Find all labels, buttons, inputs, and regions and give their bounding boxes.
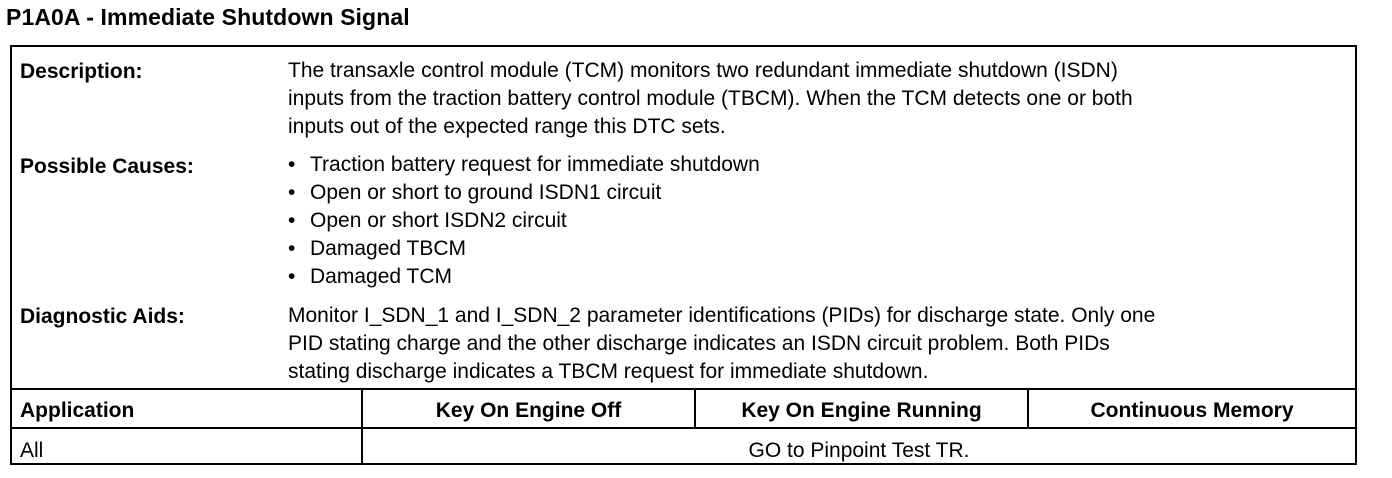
bullet-icon: • [288,237,296,260]
bullet-icon: • [288,265,296,288]
diagnostic-aids-line: Monitor I_SDN_1 and I_SDN_2 parameter identifications (PIDs) for discharge state. Only one [288,304,1156,327]
application-value: All [20,439,44,462]
description-label: Description: [20,60,143,83]
description-line: inputs from the traction battery control module (TBCM). When the TCM detects one or both [288,87,1133,110]
diagnostic-aids-text [288,302,1155,386]
page-title: P1A0A - Immediate Shutdown Signal [6,4,410,30]
bullet-icon: • [288,153,296,176]
description-line: inputs out of the expected range this DTC sets. [288,115,726,138]
diagnostic-aids-label: Diagnostic Aids: [20,305,185,328]
diagnostic-aids-line: PID stating charge and the other discharge indicates an ISDN circuit problem. Both PIDs [288,332,1110,355]
dtc-info-table [10,45,1357,465]
description-text [288,57,1133,141]
header-continuous-memory: Continuous Memory [1090,399,1294,422]
list-item [288,151,760,179]
list-item [288,179,760,207]
cause-text: Damaged TCM [310,265,452,288]
table-divider [12,388,1355,390]
header-key-on-engine-running: Key On Engine Running [741,399,982,422]
header-application: Application [20,399,135,422]
bullet-icon: • [288,181,296,204]
action-value: GO to Pinpoint Test TR. [748,439,970,462]
cause-text: Traction battery request for immediate shutdown [310,153,760,176]
cause-text: Damaged TBCM [310,237,467,260]
list-item [288,207,760,235]
bullet-icon: • [288,209,296,232]
possible-causes-label: Possible Causes: [20,155,194,178]
cause-text: Open or short ISDN2 circuit [310,209,567,232]
list-item [288,235,760,263]
possible-causes-list [288,151,760,291]
header-key-on-engine-off: Key On Engine Off [435,399,622,422]
list-item [288,263,760,291]
description-line: The transaxle control module (TCM) monitors two redundant immediate shutdown (ISDN) [288,59,1118,82]
table-divider [12,427,1355,429]
cause-text: Open or short to ground ISDN1 circuit [310,181,662,204]
diagnostic-aids-line: stating discharge indicates a TBCM request for immediate shutdown. [288,360,929,383]
